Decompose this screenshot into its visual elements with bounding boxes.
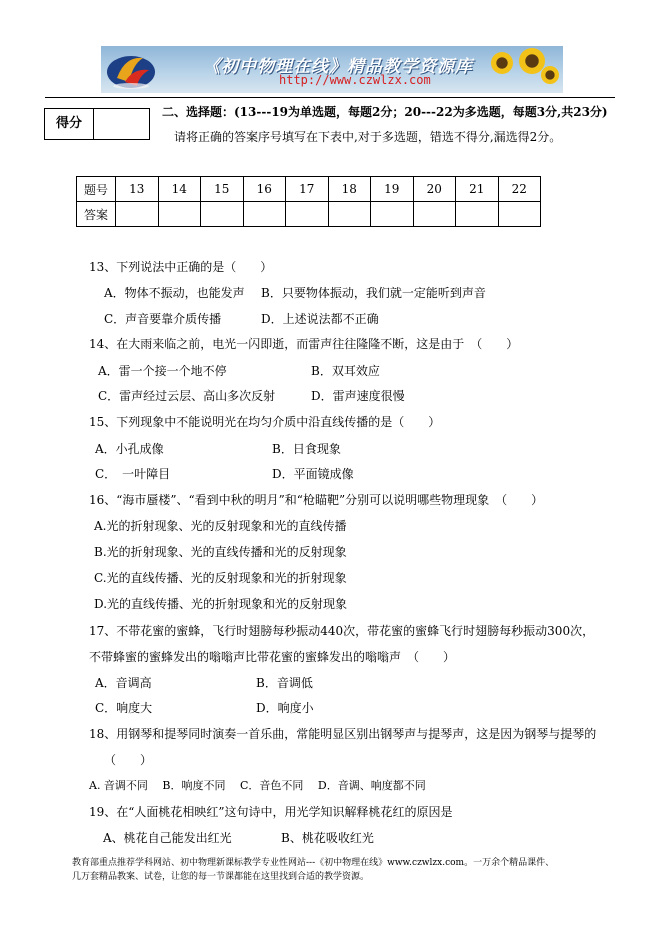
question-number-cell: 21 bbox=[456, 177, 499, 202]
option-a: A．物体不振动，也能发声 bbox=[104, 286, 245, 300]
answer-cell[interactable] bbox=[371, 202, 414, 227]
question-stem: 18、用钢琴和提琴同时演奏一首乐曲，常能明显区别出钢琴声与提琴声，这是因为钢琴与提琴的 bbox=[89, 727, 597, 741]
answer-cell[interactable] bbox=[158, 202, 201, 227]
sunflower-icon bbox=[491, 52, 513, 74]
option-c: C．声音要靠介质传播 bbox=[104, 312, 222, 326]
question-stem: 15、下列现象中不能说明光在均匀介质中沿直线传播的是（ ） bbox=[89, 415, 441, 429]
option-d: D．雷声速度很慢 bbox=[311, 389, 405, 403]
answer-cell[interactable] bbox=[201, 202, 244, 227]
option-b: B．音调低 bbox=[256, 676, 313, 690]
table-header-cell: 题号 bbox=[77, 177, 116, 202]
option-d: D．平面镜成像 bbox=[272, 467, 354, 481]
option-b: B.光的折射现象、光的直线传播和光的反射现象 bbox=[94, 545, 347, 559]
question-stem-cont: 不带蜂蜜的蜜蜂发出的嗡嗡声比带花蜜的蜜蜂发出的嗡嗡声 （ ） bbox=[89, 650, 456, 664]
score-label: 得分 bbox=[45, 109, 94, 139]
footer-line-1: 教育部重点推荐学科网站、初中物理新课标教学专业性网站---《初中物理在线》www.czwlzx.com。一万余个精品课件、 bbox=[72, 858, 555, 868]
question-number-cell: 20 bbox=[413, 177, 456, 202]
question-number-cell: 17 bbox=[286, 177, 329, 202]
option-d: D．上述说法都不正确 bbox=[261, 312, 379, 326]
question-stem: 14、在大雨来临之前，电光一闪即逝，而雷声往往隆隆不断，这是由于 （ ） bbox=[89, 337, 519, 351]
option-c: C．雷声经过云层、高山多次反射 bbox=[98, 389, 276, 403]
header-banner bbox=[101, 46, 563, 93]
header-divider bbox=[45, 97, 615, 98]
score-box bbox=[44, 108, 150, 140]
question-stem: 19、在“人面桃花相映红”这句诗中，用光学知识解释桃花红的原因是 bbox=[89, 805, 453, 819]
option-a: A．小孔成像 bbox=[95, 442, 164, 456]
option-a: A．音调高 bbox=[95, 676, 152, 690]
question-number-cell: 16 bbox=[243, 177, 286, 202]
question-stem: 16、“海市蜃楼”、“看到中秋的明月”和“枪瞄靶”分别可以说明哪些物理现象 （ ） bbox=[89, 493, 544, 507]
answer-cell[interactable] bbox=[413, 202, 456, 227]
option-c: C． 一叶障目 bbox=[95, 467, 171, 481]
option-b: B．只要物体振动，我们就一定能听到声音 bbox=[261, 286, 486, 300]
table-row bbox=[77, 177, 541, 202]
option-a: A.光的折射现象、光的反射现象和光的直线传播 bbox=[94, 519, 347, 533]
option-b: B．日食现象 bbox=[272, 442, 341, 456]
option-c: C.光的直线传播、光的反射现象和光的折射现象 bbox=[94, 571, 347, 585]
banner-title: 《初中物理在线》精品教学资源库 bbox=[203, 57, 473, 77]
option-b: B、桃花吸收红光 bbox=[281, 831, 374, 845]
question-number-cell: 15 bbox=[201, 177, 244, 202]
answer-cell[interactable] bbox=[116, 202, 159, 227]
table-header-cell: 答案 bbox=[77, 202, 116, 227]
option-d: D．响度小 bbox=[256, 701, 314, 715]
question-number-cell: 19 bbox=[371, 177, 414, 202]
answer-cell[interactable] bbox=[328, 202, 371, 227]
footer-line-2: 几万套精品教案、试卷，让您的每一节课都能在这里找到合适的教学资源。 bbox=[72, 872, 370, 882]
sunflower-icon bbox=[541, 66, 559, 84]
question-number-cell: 13 bbox=[116, 177, 159, 202]
option-c: C．响度大 bbox=[95, 701, 153, 715]
option-a: A．雷一个接一个地不停 bbox=[98, 364, 227, 378]
table-row bbox=[77, 202, 541, 227]
option-a: A、桃花自己能发出红光 bbox=[103, 831, 232, 845]
question-number-cell: 18 bbox=[328, 177, 371, 202]
answer-table bbox=[76, 176, 541, 227]
question-stem-cont: （ ） bbox=[104, 753, 153, 767]
question-stem: 17、不带花蜜的蜜蜂，飞行时翅膀每秒振动440次，带花蜜的蜜蜂飞行时翅膀每秒振动300次， bbox=[89, 624, 595, 638]
question-number-cell: 14 bbox=[158, 177, 201, 202]
question-stem: 13、下列说法中正确的是（ ） bbox=[89, 260, 273, 274]
options-inline: A. 音调不同 B．响度不同 C．音色不同 D．音调、响度都不同 bbox=[89, 779, 426, 792]
question-number-cell: 22 bbox=[498, 177, 541, 202]
answer-cell[interactable] bbox=[243, 202, 286, 227]
answer-cell[interactable] bbox=[498, 202, 541, 227]
section-title: 二、选择题：(13---19为单选题，每题2分；20---22为多选题，每题3分,共23分) bbox=[162, 105, 608, 119]
option-d: D.光的直线传播、光的折射现象和光的反射现象 bbox=[94, 597, 348, 611]
banner-url[interactable]: http://www.czwlzx.com bbox=[279, 73, 431, 87]
instructions: 请将正确的答案序号填写在下表中,对于多选题，错选不得分,漏选得2分。 bbox=[174, 130, 562, 144]
site-logo-icon bbox=[103, 48, 159, 91]
answer-cell[interactable] bbox=[286, 202, 329, 227]
option-b: B．双耳效应 bbox=[311, 364, 380, 378]
answer-cell[interactable] bbox=[456, 202, 499, 227]
